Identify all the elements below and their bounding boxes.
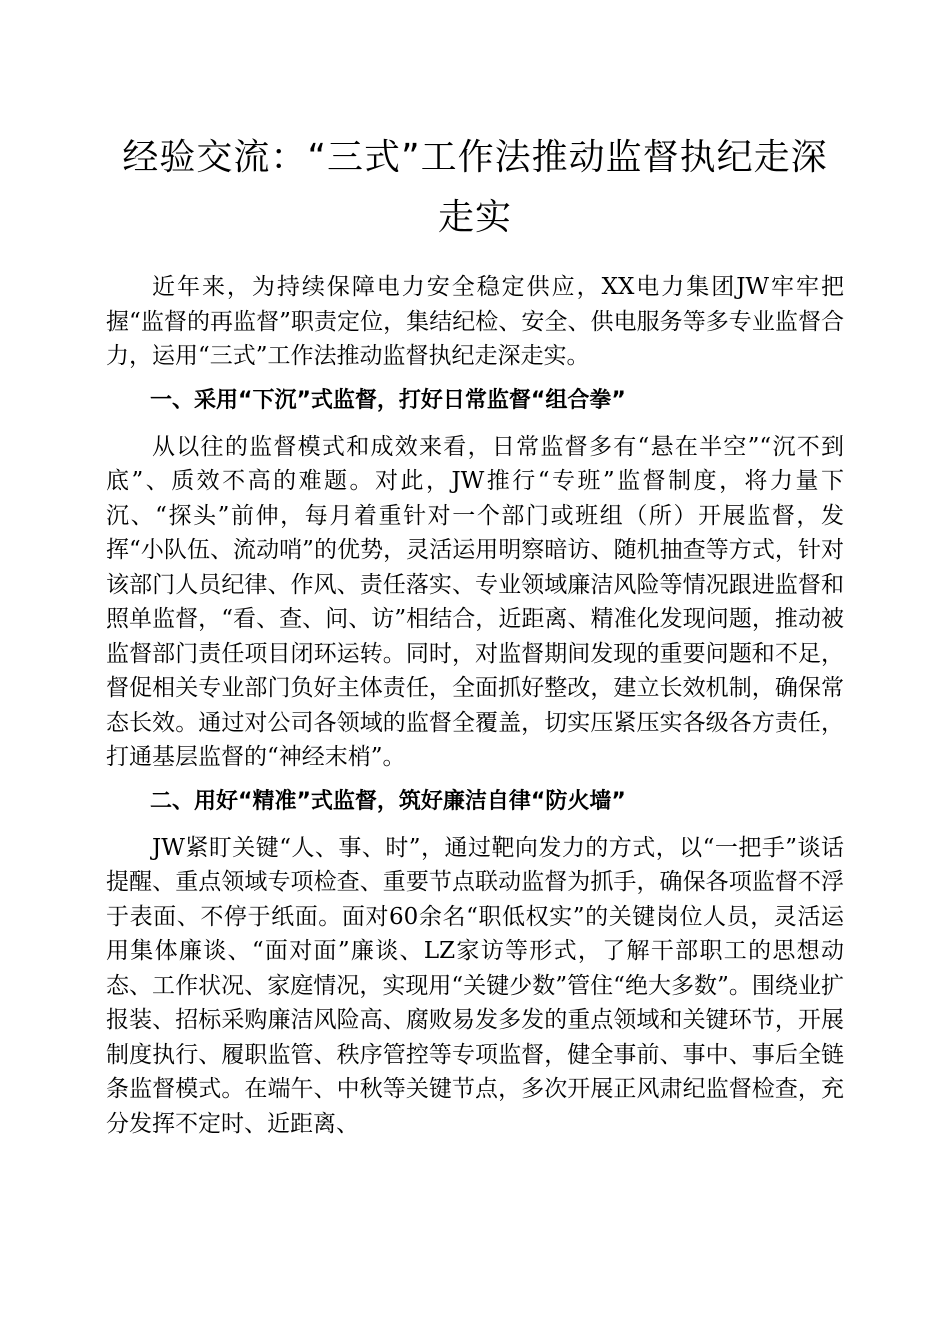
document-title: 经验交流：“三式”工作法推动监督执纪走深走实 [122, 137, 828, 238]
section-2-heading: 二、用好“精准”式监督，筑好廉洁自律“防火墙” [150, 788, 626, 814]
section-1-heading: 一、采用“下沉”式监督，打好日常监督“组合拳” [150, 387, 626, 413]
intro-paragraph: 近年来，为持续保障电力安全稳定供应，XX电力集团JW牢牢把握“监督的再监督”职责定位，集结纪检、安全、供电服务等多专业监督合力，运用“三式”工作法推动监督执纪走深走实。 [106, 274, 844, 369]
section-2-paragraph: JW紧盯关键“人、事、时”，通过靶向发力的方式，以“一把手”谈话提醒、重点领域专项检查、重要节点联动监督为抓手，确保各项监督不浮于表面、不停于纸面。面对60余名“职低权实”的关键岗位人员，灵活运用集体廉谈、“面对面”廉谈、LZ家访等形式，了解干部职工的思想动态、工作状况、家庭情况，实现用“关键少数”管住“绝大多数”。围绕业扩报装、招标采购廉洁风险高、腐败易发多发的重点领域和关键环节，开展制度执行、履职监管、秩序管控等专项监督，健全事前、事中、事后全链条监督模式。在端午、中秋等关键节点，多次开展正风肃纪监督检查，充分发挥不定时、近距离、 [106, 834, 844, 1137]
section-1-paragraph: 从以往的监督模式和成效来看，日常监督多有“悬在半空”“沉不到底”、质效不高的难题。对此，JW推行“专班”监督制度，将力量下沉、“探头”前伸，每月着重针对一个部门或班组（所）开展监督，发挥“小队伍、流动哨”的优势，灵活运用明察暗访、随机抽查等方式，针对该部门人员纪律、作风、责任落实、专业领域廉洁风险等情况跟进监督和照单监督，“看、查、问、访”相结合，近距离、精准化发现问题，推动被监督部门责任项目闭环运转。同时，对监督期间发现的重要问题和不足，督促相关专业部门负好主体责任，全面抓好整改，建立长效机制，确保常态长效。通过对公司各领域的监督全覆盖，切实压紧压实各级各方责任，打通基层监督的“神经末梢”。 [106, 433, 844, 770]
